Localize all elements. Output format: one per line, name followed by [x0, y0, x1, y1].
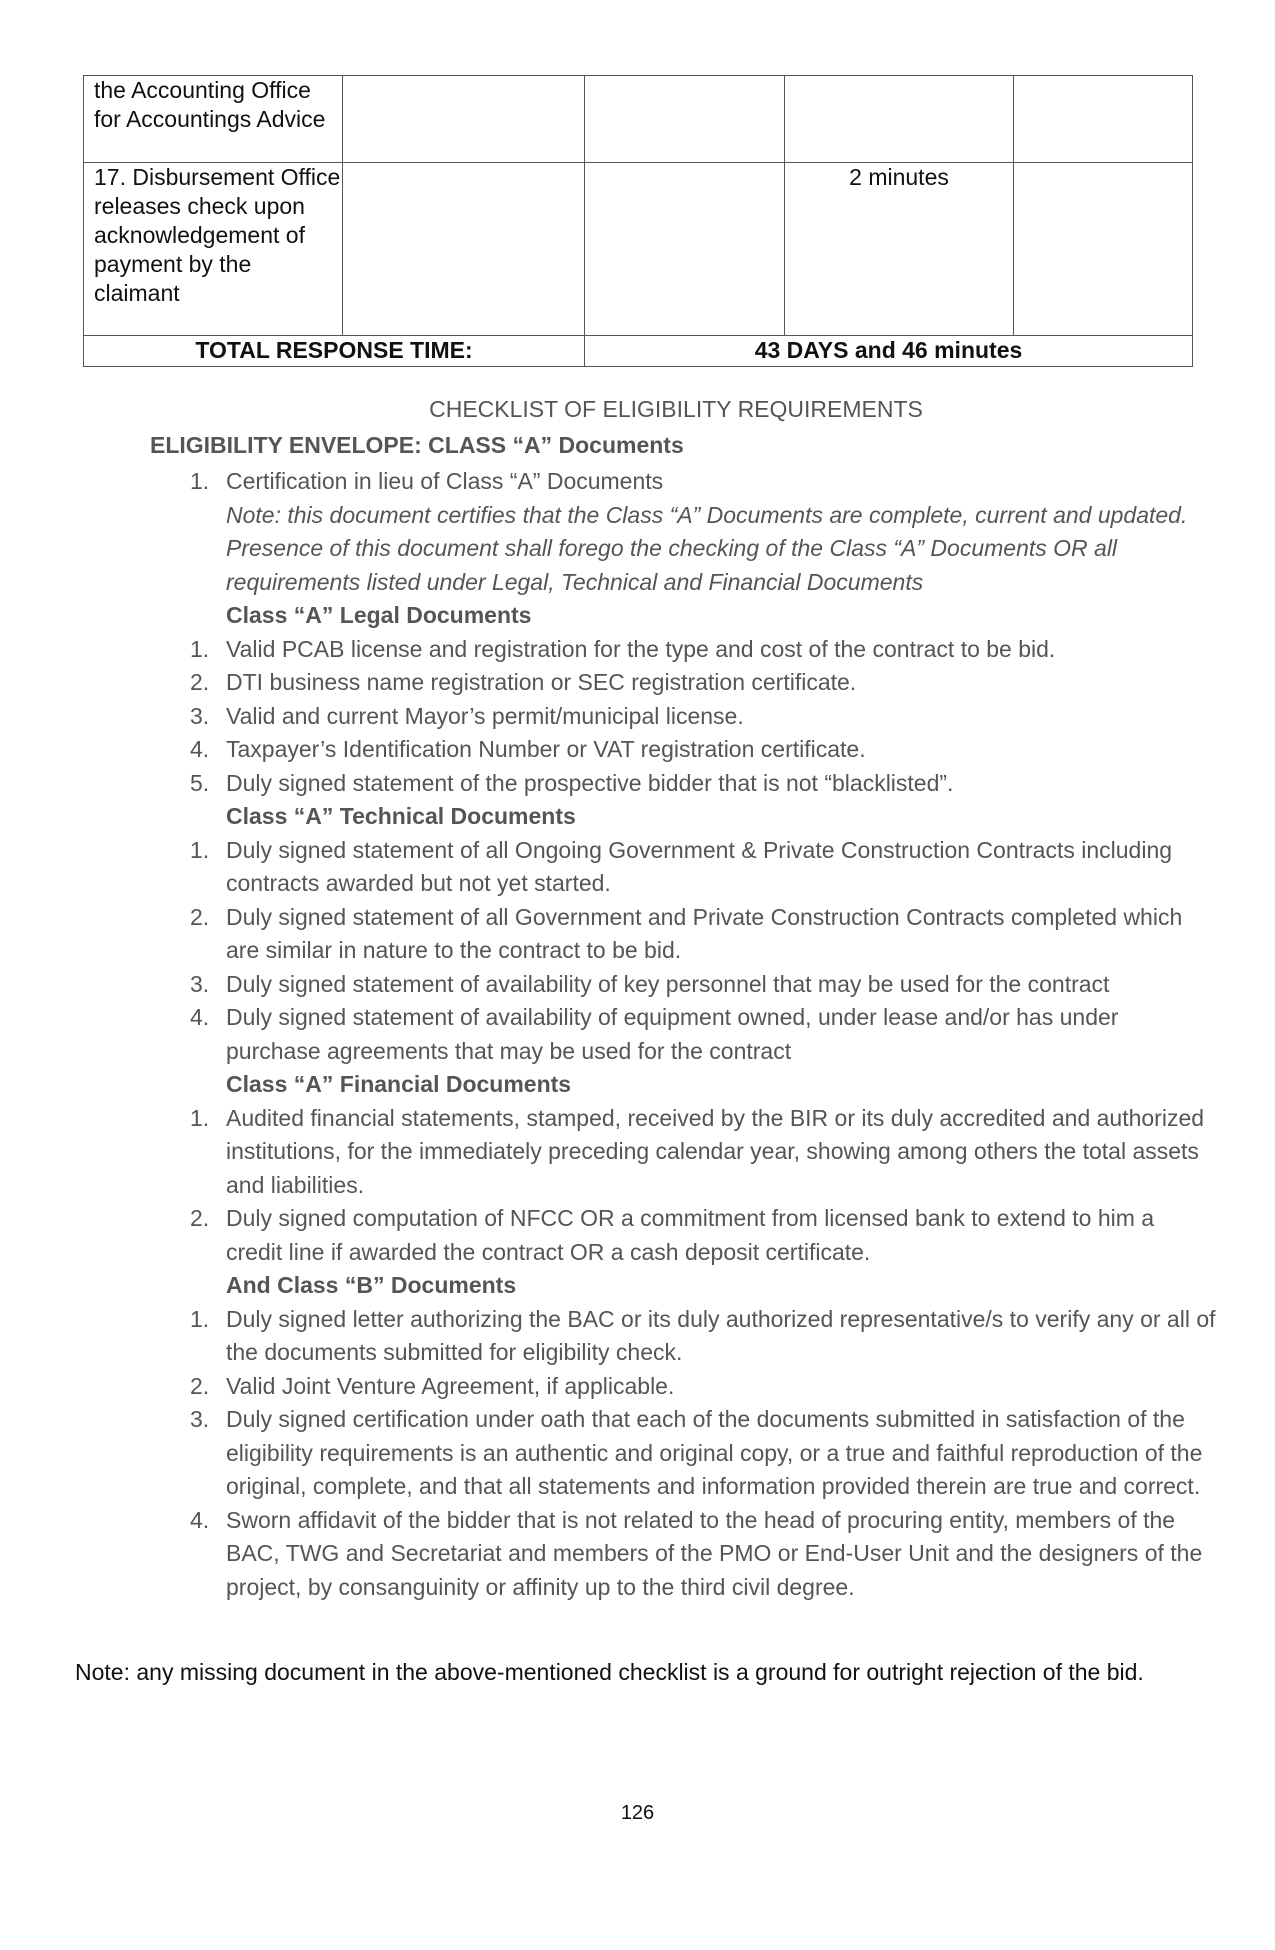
list-item — [0, 733, 1275, 767]
total-value: 43 DAYS and 46 minutes — [585, 336, 1193, 367]
item-number: 1. — [190, 468, 210, 494]
item-number: 1. — [190, 836, 210, 863]
item-number: 4. — [190, 736, 210, 762]
checklist-title: CHECKLIST OF ELIGIBILITY REQUIREMENTS — [429, 396, 923, 422]
cell — [1014, 163, 1193, 336]
list-item — [0, 633, 1275, 667]
item-number: 3. — [190, 970, 210, 997]
section-heading-legal: Class “A” Legal Documents — [226, 602, 532, 628]
envelope-heading: ELIGIBILITY ENVELOPE: CLASS “A” Documents — [150, 432, 684, 458]
list-item — [0, 666, 1275, 700]
cell — [343, 76, 585, 163]
list-item — [0, 834, 1275, 901]
checklist — [0, 465, 1275, 1604]
item-text: Duly signed statement of availability of key personnel that may be used for the contract — [226, 970, 1110, 997]
section-heading-technical: Class “A” Technical Documents — [226, 803, 576, 829]
list-item — [0, 1303, 1275, 1370]
item-text: Duly signed statement of all Government and Private Construction Contracts completed which are similar in nature to the contract to be bid. — [226, 903, 1183, 963]
list-item — [0, 1403, 1275, 1504]
cell — [585, 163, 785, 336]
item-text: DTI business name registration or SEC registration certificate. — [226, 669, 857, 695]
item-number: 2. — [190, 669, 210, 695]
item-text: Audited financial statements, stamped, received by the BIR or its duly accredited and authorized institutions, for the immediately preceding calendar year, showing among others the total assets and liabilities. — [226, 1104, 1205, 1198]
step-cell: 17. Disbursement Office releases check upon acknowledgement of payment by the claimant — [84, 163, 343, 336]
certification-note: Note: this document certifies that the Class “A” Documents are complete, current and updated. Presence of this document shall forego the checking of the Class “A” Documents OR all requirements listed under Legal, Technical and Financial Documents — [226, 501, 1188, 595]
item-text: Duly signed statement of the prospective bidder that is not “blacklisted”. — [226, 769, 954, 796]
item-number: 2. — [190, 1372, 210, 1399]
item-number: 2. — [190, 903, 210, 930]
list-item — [0, 700, 1275, 734]
section-heading-financial: Class “A” Financial Documents — [226, 1071, 572, 1097]
item-text: Duly signed computation of NFCC OR a commitment from licensed bank to extend to him a credit line if awarded the contract OR a cash deposit certificate. — [226, 1205, 1155, 1265]
item-number: 4. — [190, 1506, 210, 1533]
item-number: 3. — [190, 702, 210, 729]
item-number: 1. — [190, 1104, 210, 1131]
section-heading-class-b: And Class “B” Documents — [226, 1272, 517, 1298]
list-item — [0, 968, 1275, 1002]
list-item — [0, 1370, 1275, 1404]
list-item — [0, 1001, 1275, 1068]
final-note: Note: any missing document in the above-mentioned checklist is a ground for outright rejection of the bid. — [75, 1659, 1144, 1685]
item-text: Duly signed statement of availability of equipment owned, under lease and/or has under purchase agreements that may be used for the contract — [226, 1004, 1119, 1064]
item-text: Taxpayer’s Identification Number or VAT registration certificate. — [226, 736, 866, 762]
cell — [343, 163, 585, 336]
cell — [585, 76, 785, 163]
total-row — [84, 336, 1193, 367]
table-row — [84, 76, 1193, 163]
item-text: Duly signed letter authorizing the BAC or its duly authorized representative/s to verify any or all of the documents submitted for eligibility check. — [226, 1305, 1216, 1365]
processing-time-cell: 2 minutes — [785, 163, 1014, 336]
item-number: 1. — [190, 1305, 210, 1332]
cell — [785, 76, 1014, 163]
item-text: Valid PCAB license and registration for the type and cost of the contract to be bid. — [226, 635, 1056, 662]
list-item — [0, 465, 1275, 499]
item-text: Certification in lieu of Class “A” Documents — [226, 468, 664, 494]
page-number: 126 — [620, 1802, 655, 1824]
item-number: 3. — [190, 1406, 210, 1432]
list-item — [0, 767, 1275, 801]
list-item — [0, 901, 1275, 968]
list-item — [0, 1202, 1275, 1269]
item-number: 4. — [190, 1004, 210, 1030]
item-text: Valid and current Mayor’s permit/municipal license. — [226, 702, 744, 729]
cell — [1014, 76, 1193, 163]
item-text: Valid Joint Venture Agreement, if applicable. — [226, 1372, 675, 1399]
table-row — [84, 163, 1193, 336]
item-text: Duly signed certification under oath that each of the documents submitted in satisfaction of the eligibility requirements is an authentic and original copy, or a true and faithful reproduction of the original, complete, and that all statements and information provided therein are true and correct. — [226, 1406, 1203, 1499]
item-text: Duly signed statement of all Ongoing Government & Private Construction Contracts including contracts awarded but not yet started. — [226, 836, 1173, 896]
list-item — [0, 1504, 1275, 1605]
step-cell: the Accounting Office for Accountings Advice — [84, 76, 343, 163]
item-number: 5. — [190, 769, 210, 796]
total-label: TOTAL RESPONSE TIME: — [84, 336, 585, 367]
item-number: 2. — [190, 1205, 210, 1231]
response-time-table — [83, 75, 1193, 367]
item-number: 1. — [190, 635, 210, 662]
item-text: Sworn affidavit of the bidder that is not related to the head of procuring entity, members of the BAC, TWG and Secretariat and members of the PMO or End-User Unit and the designers of the project, by consanguinity or affinity up to the third civil degree. — [226, 1506, 1203, 1600]
list-item — [0, 1102, 1275, 1203]
